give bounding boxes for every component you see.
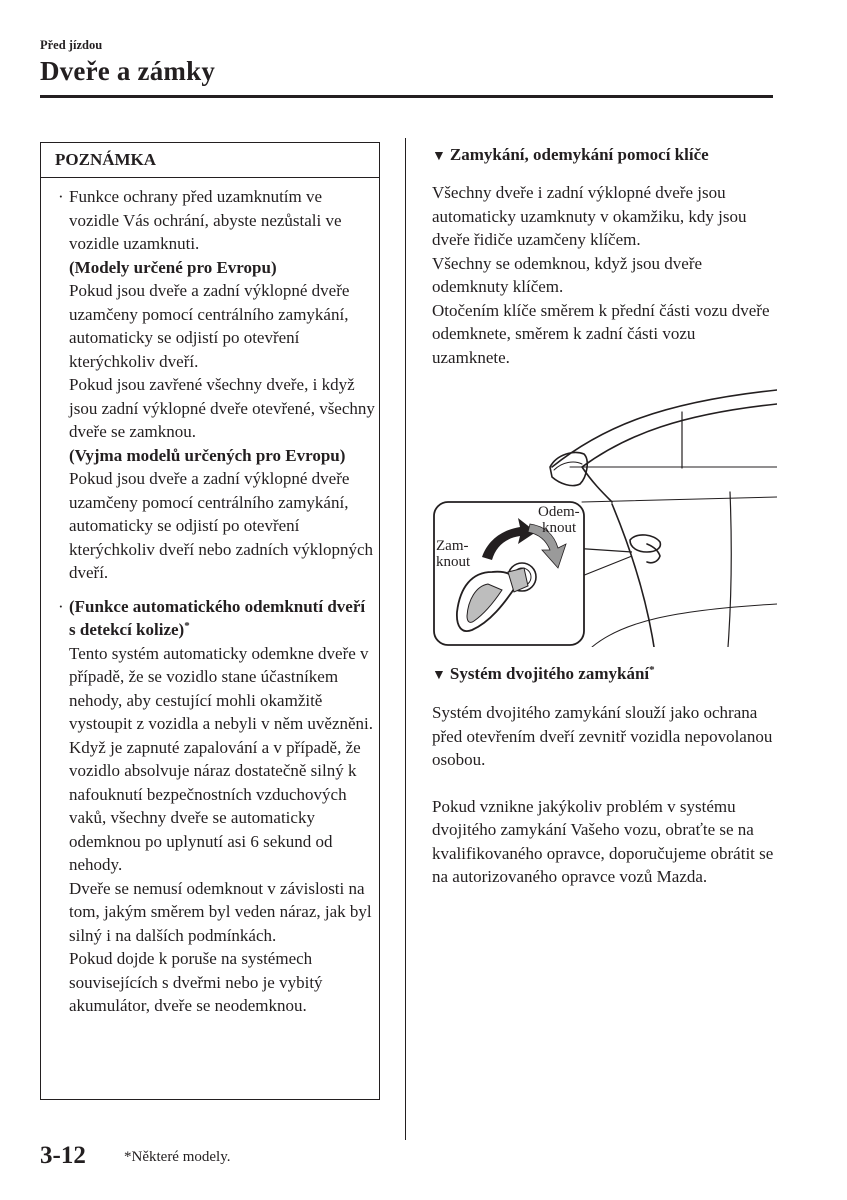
note-subheading: (Modely určené pro Evropu) [69,257,277,277]
title-rule [40,95,773,98]
lock-label-line2: knout [436,554,471,570]
paragraph: Systém dvojitého zamykání slouží jako ochrana před otevřením dveří zevnitř vozidla nepovolanou osobou. [432,703,773,769]
paragraph: Všechny se odemknou, když jsou dveře odemknuty klíčem. [432,253,703,296]
note-paragraph: Pokud jsou dveře a zadní výklopné dveře uzamčeny pomocí centrálního zamykání, automaticky se odjistí po otevření kterýchkoliv dveří nebo zadních výklopných dveří. [69,469,374,582]
paragraph: Všechny dveře i zadní výklopné dveře jsou automaticky uzamknuty v okamžiku, kdy jsou dveře řidiče uzamčeny klíčem. [432,183,747,249]
note-paragraph: Pokud jsou dveře a zadní výklopné dveře uzamčeny pomocí centrálního zamykání, automaticky se odjistí po otevření kterýchkoliv dveří. [69,281,350,371]
section-label: Před jízdou [40,38,103,52]
note-header [41,143,379,178]
footnote: *Některé modely. [124,1149,231,1165]
paragraph: Otočením klíče směrem k přední části vozu dveře odemknete, směrem k zadní části vozu uzamknete. [432,300,770,367]
key-section-heading [432,145,709,165]
deadlock-section-heading [432,664,655,684]
note-item [58,185,375,585]
unlock-label-line2: knout [542,520,577,536]
footnote-mark: * [184,620,190,632]
triangle-marker-icon: ▼ [432,668,446,683]
car-door-drawing [432,372,777,647]
column-divider [405,138,406,1140]
key-section-body [432,181,777,369]
triangle-marker-icon: ▼ [432,149,446,164]
note-subheading [69,595,375,642]
lock-label-line1: Zam- [436,538,469,554]
deadlock-section-heading-text: Systém dvojitého zamykání [449,664,650,683]
note-item [58,595,375,1018]
note-box [40,142,380,1100]
note-paragraph: Tento systém automaticky odemkne dveře v případě, že se vozidlo stane účastníkem nehody, aby cestující mohli okamžitě vystoupit z vozidla a nebyli v něm uvězněni. Když je zapnuté zapalování a v případě, že vozidlo absolvuje náraz dostatečně silný k nafouknutí bezpečnostních vzduchových vaků, všechny dveře se automaticky odemknou po uplynutí asi 6 sekund od nehody. [69,643,374,874]
note-paragraph: Pokud dojde k poruše na systémech souvisejících s dveřmi nebo je vybitý akumulátor, dveře se neodemknou. [69,949,323,1015]
door-key-illustration [432,372,777,647]
note-subheading: (Vyjma modelů určených pro Evropu) [69,445,346,465]
note-body [58,185,375,1018]
note-title: POZNÁMKA [55,150,157,169]
paragraph-spacer [432,772,777,795]
note-paragraph: Dveře se nemusí odemknout v závislosti na tom, jakým směrem byl veden náraz, jak byl silný i na dalších podmínkách. [69,878,372,945]
deadlock-section-body [432,701,777,889]
unlock-label-line1: Odem- [538,504,580,520]
footnote-mark: * [649,664,655,676]
bullet: · [58,596,64,616]
page-title: Dveře a zámky [40,56,216,86]
note-subheading-text: (Funkce automatického odemknutí dveří s detekcí kolize) [69,596,366,639]
bullet: · [58,187,64,206]
paragraph: Pokud vznikne jakýkoliv problém v systému dvojitého zamykání Vašeho vozu, obraťte se na kvalifikovaného opravce, doporučujeme obrátit se na autorizovaného opravce vozů Mazda. [432,796,774,886]
key-section-heading-text: Zamykání, odemykání pomocí klíče [449,145,709,164]
note-paragraph: Pokud jsou zavřené všechny dveře, i když jsou zadní výklopné dveře otevřené, všechny dveře se zamknou. [69,375,375,441]
note-paragraph: Funkce ochrany před uzamknutím ve vozidle Vás ochrání, abyste nezůstali ve vozidle uzamknuti. [69,187,342,253]
page-number: 3-12 [40,1142,86,1169]
